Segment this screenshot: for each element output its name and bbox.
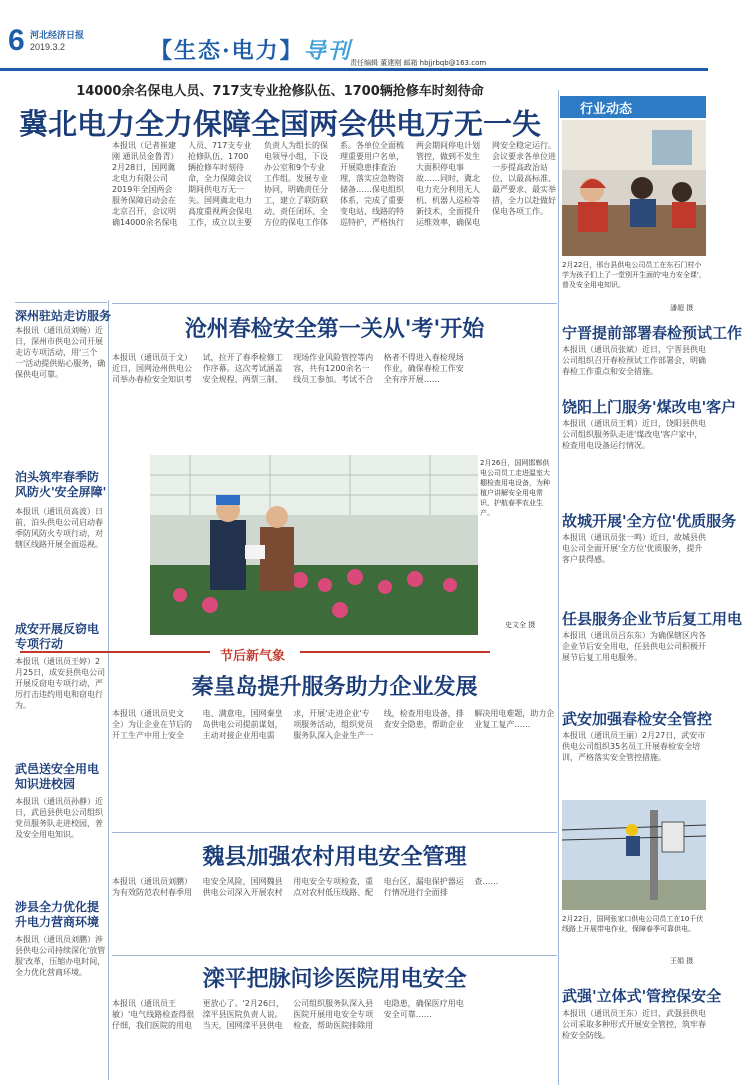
right-item-body: 本报讯（通讯员王东）近日，武强县供电公司采取多种形式开展安全管控，筑牢春检安全防线。 xyxy=(562,1009,706,1040)
page-number: 6 xyxy=(8,24,25,57)
section-banner-label: 节后新气象 xyxy=(220,649,286,664)
sidebar-item-body: 本报讯（通讯员王婷）2月25日，成安县供电公司开展反窃电专项行动，严厉打击违约用电和窃电行为。 xyxy=(15,657,106,710)
right-item-body: 本报讯（通讯员王莉）近日，饶阳县供电公司组织服务队走进'煤改电'客户家中，检查用电设备运行情况。 xyxy=(562,419,706,450)
photo1-credit: 史文全 摄 xyxy=(505,621,536,629)
sidebar-item-body: 本报讯（通讯员刘畅）近日，深州市供电公司开展走访专项活动，用'三个一'活动提供贴心服务，确保供电可靠。 xyxy=(15,326,106,379)
right-photo2-caption: 2月22日，国网张家口供电公司员工在10千伏线路上开展带电作业，保障春季可靠供电。 xyxy=(562,915,704,933)
right-item-head: 任县服务企业节后复工用电 xyxy=(562,610,742,628)
right-item-head: 武强'立体式'管控保安全 xyxy=(562,987,722,1005)
article4-headline: 魏县加强农村用电安全管理 xyxy=(202,844,467,870)
right-item-head: 故城开展'全方位'优质服务 xyxy=(562,512,737,530)
section-rule xyxy=(112,303,557,304)
paper-date: 2019.3.2 xyxy=(30,42,66,52)
article5-body: 本报讯（通讯员王敏）'电气线路检查得很仔细，我们医院的用电更放心了。'2月26日，滦平县医院负责人说。当天，国网滦平县供电公司组织服务队深入县医院开展用电安全专项检查，帮助医院排除用电隐患，确保医疗用电安全可靠…… xyxy=(112,999,464,1030)
right-item-head: 武安加强春检安全管控 xyxy=(562,710,713,728)
column-title-suffix: 导刊 xyxy=(303,38,352,64)
sidebar-item-body: 本报讯（通讯员孙静）近日，武邑县供电公司组织党员服务队走进校园，普及安全用电知识。 xyxy=(15,797,103,839)
article5-headline: 滦平把脉问诊医院用电安全 xyxy=(202,966,467,992)
masthead-rule xyxy=(0,68,708,71)
section-rule xyxy=(112,832,557,833)
right-column-divider xyxy=(558,90,559,1085)
sidebar-item-head: 武邑送安全用电知识进校园 xyxy=(15,762,100,791)
section-rule xyxy=(112,955,557,956)
sidebar-item-head: 涉县全力优化提升电力营商环境 xyxy=(15,900,100,929)
right-photo-caption: 2月22日，邢台县供电公司员工在东石门村小学为孩子们上了一堂别开生面的'电力安全课'，普及安全用电知识。 xyxy=(562,261,706,289)
column-title xyxy=(150,34,352,65)
article2-headline: 沧州春检安全第一关从'考'开始 xyxy=(184,316,485,342)
right-item-head: 宁晋提前部署春检预试工作 xyxy=(562,324,742,342)
lead-headline: 冀北电力全力保障全国两会供电万无一失 xyxy=(18,107,541,141)
right-item-body: 本报讯（通讯员王丽）2月27日，武安市供电公司组织35名员工开展春检安全培训，严格落实安全管控措施。 xyxy=(562,731,706,762)
right-item-head: 饶阳上门服务'煤改电'客户 xyxy=(562,398,737,416)
right-photo-credit: 潘超 摄 xyxy=(670,304,694,312)
classroom-photo xyxy=(562,120,706,256)
sidebar-item-head: 泊头筑牢春季防风防火'安全屏障' xyxy=(15,470,107,499)
industry-news-tag: 行业动态 xyxy=(580,102,633,117)
column-title-main: 【生态·电力】 xyxy=(150,38,304,64)
article2-body: 本报讯（通讯员于文）近日，国网沧州供电公司举办春检安全知识考试，拉开了春季检修工作序幕。这次考试涵盖安全规程、两票三制、现场作业风险管控等内容，共有1200余名一线员工参加。考试不合格者不得进入春检现场作业，确保春检工作安全有序开展…… xyxy=(112,353,464,384)
sidebar-item-head: 成安开展反窃电专项行动 xyxy=(15,622,100,651)
lead-kicker: 14000余名保电人员、717支专业抢修队伍、1700辆抢修车时刻待命 xyxy=(76,84,484,99)
sidebar-rule xyxy=(15,302,107,303)
article4-body: 本报讯（通讯员刘鹏）为有效防范农村春季用电安全风险，国网魏县供电公司深入开展农村用电安全专项检查，重点对农村低压线路、配电台区、漏电保护器运行情况进行全面排查…… xyxy=(112,877,499,897)
right-item-body: 本报讯（通讯员张斌）近日，宁晋县供电公司组织召开春检预试工作部署会，明确春检工作重点和安全措施。 xyxy=(562,345,706,376)
article3-headline: 秦皇岛提升服务助力企业发展 xyxy=(191,674,478,700)
lead-body: 本报讯（记者崔建刚 通讯员金鲁青）2月28日，国网冀北电力有限公司2019年全国两会服务保障启动会在北京召开，会议明确14000余名保电人员、717支专业抢修队伍、1700辆抢修车时刻待命，全力保障会议期间供电万无一失。国网冀北电力高度重视两会保电工作，成立以主要负责人为组长的保电领导小组，下设办公室和9个专业工作组。发展专业协同，明确责任分工，建立了联防联动、责任闭环、全方位的保电工作体系。各单位全面梳理重要用户名单，开展隐患排查治理，落实应急物资储备……保电组织体系，完成了重要变电站、线路的特巡特护，严格执行两会期间停电计划管控，做到不发生大面积停电事故……同时，冀北电力充分利用无人机、机器人巡检等新技术，全面提升运维效率，确保电网安全稳定运行。会议要求各单位进一步提高政治站位，以最高标准、最严要求、最实举措，全力以赴做好保电各项工作。 xyxy=(112,141,556,227)
editor-credits: 责任编辑 董建刚 邮箱 hbjjrbqb@163.com xyxy=(350,59,487,67)
sidebar-divider xyxy=(108,300,109,1080)
sidebar-item-body: 本报讯（通讯员高波）日前，泊头供电公司启动春季防风防火专项行动，对辖区线路开展全面巡视。 xyxy=(15,507,103,549)
right-photo2-credit: 王娟 摄 xyxy=(670,957,694,965)
masthead xyxy=(0,0,708,70)
right-item-body: 本报讯（通讯员吕东东）为确保辖区内各企业节后安全用电，任县供电公司积极开展节后复工用电服务。 xyxy=(562,631,706,662)
greenhouse-photo xyxy=(150,455,478,635)
sidebar-item-body: 本报讯（通讯员刘鹏）涉县供电公司持续深化'放管服'改革，压缩办电时间，全力优化营商环境。 xyxy=(15,935,106,977)
sidebar-item-head: 深州驻站走访服务 xyxy=(15,309,112,323)
line-work-photo xyxy=(562,800,706,910)
right-item-body: 本报讯（通讯员张一鸣）近日，故城县供电公司全面开展'全方位'优质服务，提升客户获得感。 xyxy=(562,533,706,564)
article3-body: 本报讯（通讯员史文全）为让企业在节后的开工生产中用上安全电、满意电，国网秦皇岛供电公司提前谋划，主动对接企业用电需求，开展'走进企业'专项服务活动，组织党员服务队深入企业生产一线，检查用电设备，排查安全隐患，帮助企业解决用电难题，助力企业复工复产…… xyxy=(112,709,555,740)
paper-name: 河北经济日报 xyxy=(30,31,85,41)
photo1-caption: 2月26日，国网邯郸供电公司员工走进温室大棚检查用电设备，为种植户讲解安全用电常识，护航春季农业生产。 xyxy=(480,459,550,517)
